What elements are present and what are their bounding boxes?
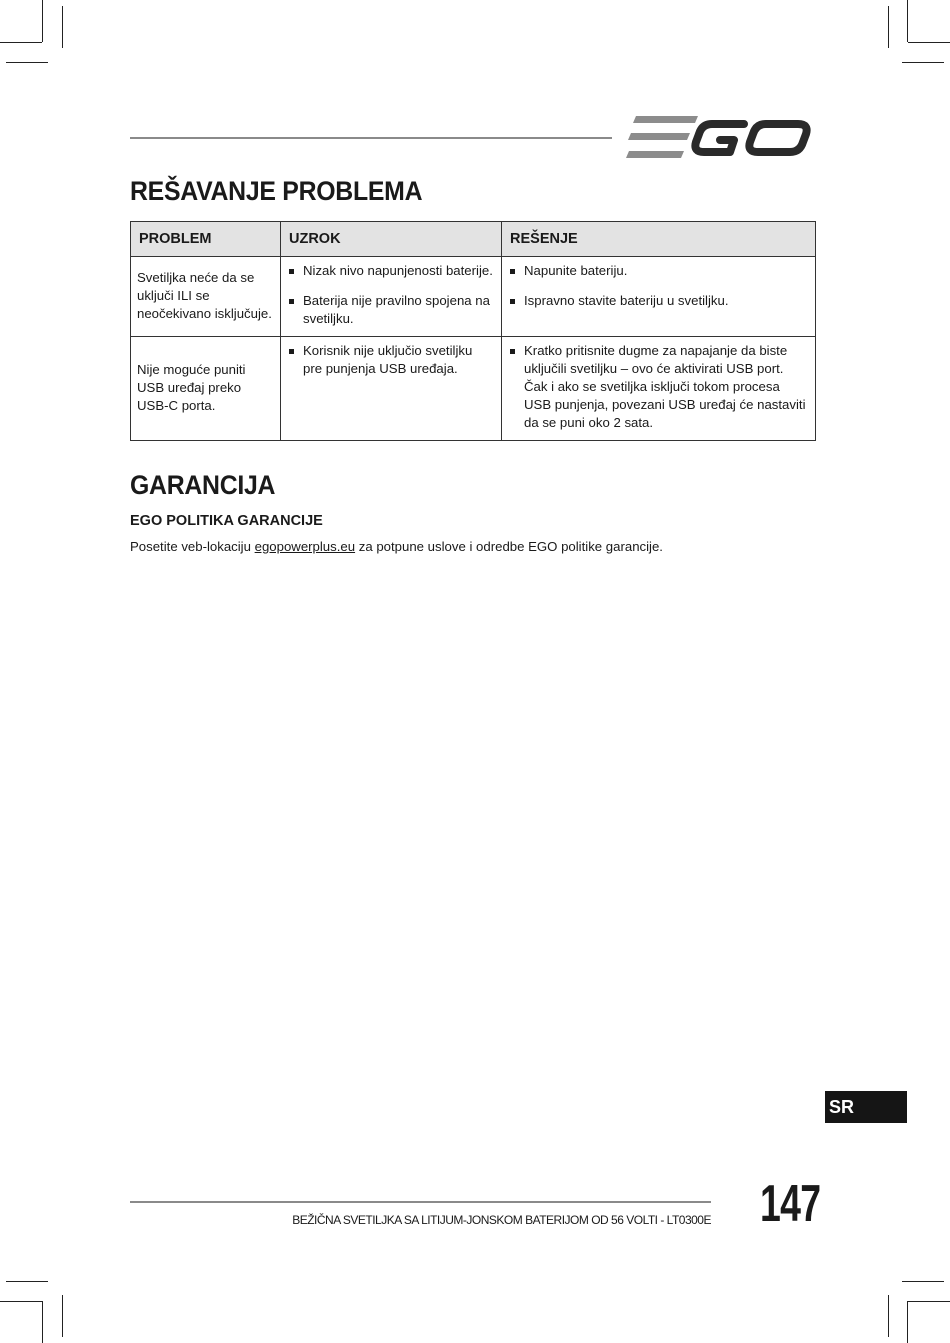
cause-item: Nizak nivo napunjenosti baterije. <box>287 262 495 280</box>
column-header-solution: REŠENJE <box>502 222 816 257</box>
warranty-text <box>130 539 663 554</box>
crop-mark <box>6 1281 48 1282</box>
header-rule <box>130 137 612 139</box>
crop-mark <box>0 42 42 43</box>
table-header-row <box>131 222 816 257</box>
crop-mark <box>907 0 908 42</box>
crop-mark <box>888 1295 889 1337</box>
warranty-text-after: za potpune uslove i odredbe EGO politike garancije. <box>355 539 663 554</box>
troubleshooting-title: REŠAVANJE PROBLEMA <box>130 176 423 206</box>
solution-item: Ispravno stavite bateriju u svetiljku. <box>508 292 809 310</box>
warranty-text-before: Posetite veb-lokaciju <box>130 539 255 554</box>
crop-mark <box>902 62 944 63</box>
cause-cell <box>281 257 502 337</box>
solution-item: Napunite bateriju. <box>508 262 809 280</box>
crop-mark <box>62 1295 63 1337</box>
footer-rule <box>130 1201 711 1203</box>
warranty-subtitle: EGO POLITIKA GARANCIJE <box>130 513 323 529</box>
crop-mark <box>908 42 950 43</box>
crop-mark <box>907 1301 908 1343</box>
cause-item: Korisnik nije uključio svetiljku pre punjenja USB uređaja. <box>287 342 495 378</box>
problem-cell: Svetiljka neće da se uključi ILI se neočekivano isključuje. <box>131 257 281 337</box>
problem-cell: Nije moguće puniti USB uređaj preko USB-C porta. <box>131 337 281 441</box>
crop-mark <box>42 0 43 42</box>
language-badge: SR <box>825 1091 907 1123</box>
solution-cell <box>502 337 816 441</box>
table-row <box>131 337 816 441</box>
crop-mark <box>42 1301 43 1343</box>
footer-text: BEŽIČNA SVETILJKA SA LITIJUM-JONSKOM BATERIJOM OD 56 VOLTI - LT0300E <box>292 1213 711 1227</box>
warranty-title: GARANCIJA <box>130 470 276 500</box>
crop-mark <box>888 6 889 48</box>
page-number: 147 <box>760 1175 821 1233</box>
warranty-link[interactable]: egopowerplus.eu <box>254 539 356 554</box>
crop-mark <box>0 1301 42 1302</box>
crop-mark <box>908 1301 950 1302</box>
solution-cell <box>502 257 816 337</box>
crop-mark <box>6 62 48 63</box>
table-row <box>131 257 816 337</box>
ego-logo <box>626 116 814 158</box>
troubleshooting-table <box>130 221 816 441</box>
crop-mark <box>902 1281 944 1282</box>
cause-item: Baterija nije pravilno spojena na svetiljku. <box>287 292 495 328</box>
solution-item: Kratko pritisnite dugme za napajanje da biste uključili svetiljku – ovo će aktivirati USB port. Čak i ako se svetiljka isključi tokom procesa USB punjenja, povezani USB uređaj će nastaviti da se puni oko 2 sata. <box>508 342 809 432</box>
column-header-cause: UZROK <box>281 222 502 257</box>
crop-mark <box>62 6 63 48</box>
cause-cell <box>281 337 502 441</box>
column-header-problem: PROBLEM <box>131 222 281 257</box>
